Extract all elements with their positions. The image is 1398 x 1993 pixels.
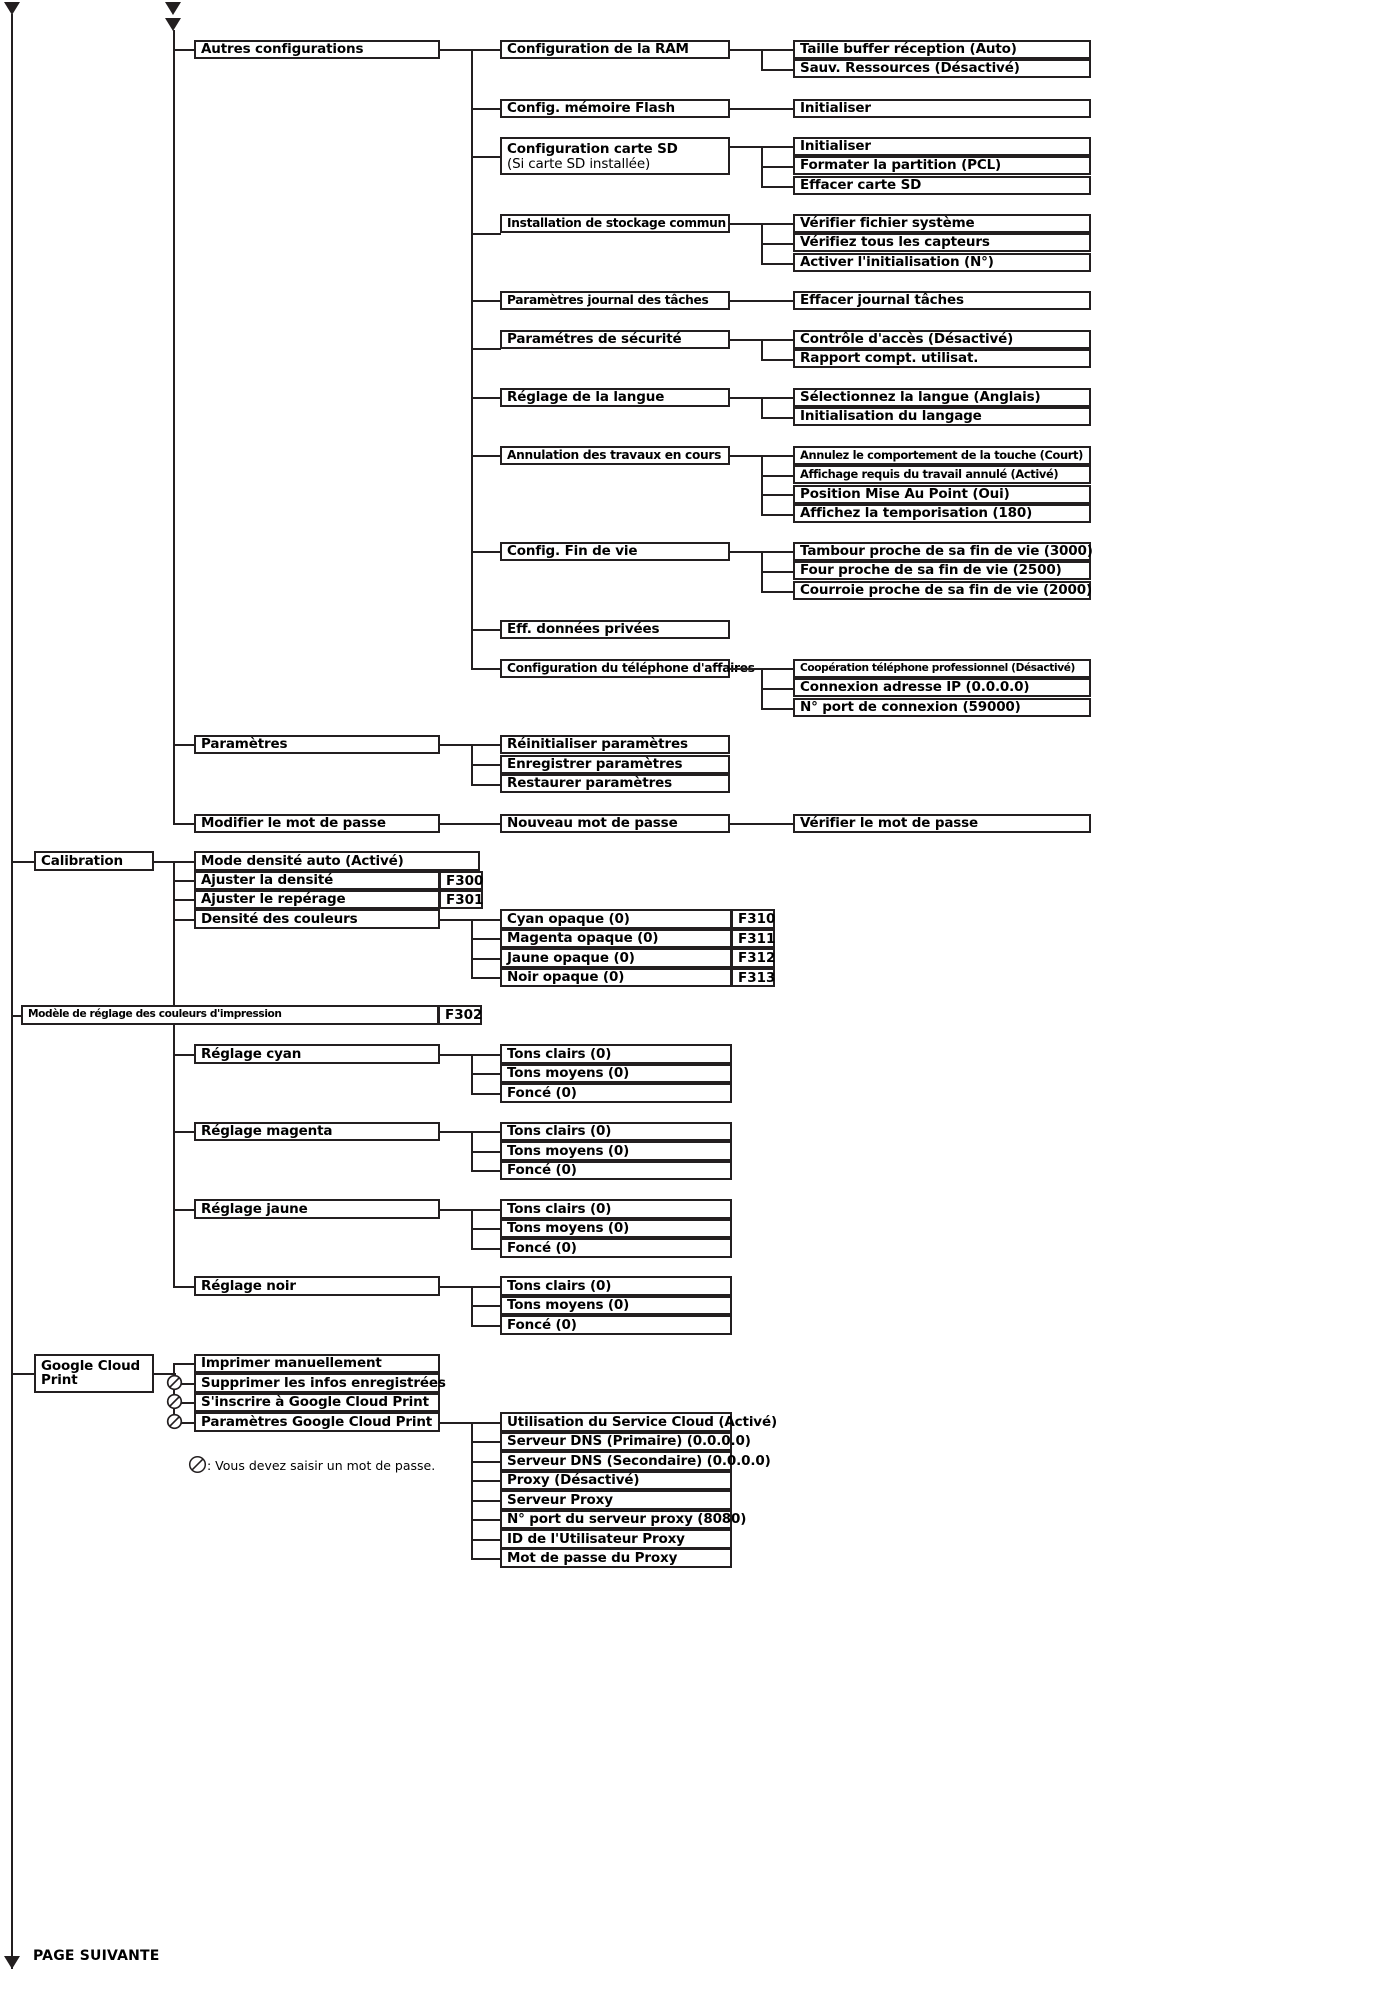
down-arrow-second-spine-upper xyxy=(165,2,181,15)
connector-autres-config-out xyxy=(440,49,472,51)
connector-langue-item-1 xyxy=(761,417,794,419)
node-verifier-le-mot-de-passe[interactable]: Vérifier le mot de passe xyxy=(793,814,1091,833)
code-modele-reglage-couleurs: F302 xyxy=(438,1005,482,1025)
spine-left-main xyxy=(11,14,13,1969)
connector-gcps-item-0 xyxy=(471,1422,501,1424)
node-jaune-tons-clairs[interactable]: Tons clairs (0) xyxy=(500,1199,732,1219)
connector-tel-item-1 xyxy=(761,688,794,690)
node-reglage-jaune[interactable]: Réglage jaune xyxy=(194,1199,440,1219)
node-ajuster-le-reperage[interactable]: Ajuster le repérage xyxy=(194,890,440,909)
node-magenta-tons-moyens[interactable]: Tons moyens (0) xyxy=(500,1141,732,1161)
spine-calibration-children xyxy=(173,861,175,1287)
node-activer-initialisation[interactable]: Activer l'initialisation (N°) xyxy=(793,253,1091,272)
connector-param-item-2 xyxy=(471,784,501,786)
connector-cal-item-3 xyxy=(173,919,195,921)
node-utilisation-du-service-cloud[interactable]: Utilisation du Service Cloud (Activé) xyxy=(500,1412,732,1432)
spine-densite-children xyxy=(471,919,473,978)
connector-journal-out xyxy=(730,300,794,302)
connector-stockage-out xyxy=(730,223,762,225)
connector-flash-out xyxy=(730,108,794,110)
connector-parametres xyxy=(173,744,195,746)
connector-magenta-tone-2 xyxy=(471,1170,501,1172)
connector-noir-tone-2 xyxy=(471,1325,501,1327)
connector-calibration xyxy=(11,861,35,863)
connector-ac-child-9 xyxy=(471,629,501,631)
node-enregistrer-parametres[interactable]: Enregistrer paramètres xyxy=(500,755,730,774)
connector-sd-item-2 xyxy=(761,186,794,188)
node-configuration-telephone-affaires[interactable]: Configuration du téléphone d'affaires xyxy=(500,659,730,678)
node-cyan-tons-clairs[interactable]: Tons clairs (0) xyxy=(500,1044,732,1064)
connector-magenta-out xyxy=(440,1131,472,1133)
code-ajuster-la-densite: F300 xyxy=(439,871,483,890)
node-serveur-dns-primaire[interactable]: Serveur DNS (Primaire) (0.0.0.0) xyxy=(500,1432,732,1451)
carte-sd-note: (Si carte SD installée) xyxy=(507,156,651,173)
lock-slash-icon-3 xyxy=(166,1413,183,1430)
node-tambour-proche-fin-de-vie[interactable]: Tambour proche de sa fin de vie (3000) xyxy=(793,542,1091,561)
node-position-mise-au-point[interactable]: Position Mise Au Point (Oui) xyxy=(793,485,1091,504)
connector-ac-child-0 xyxy=(471,49,501,51)
node-cyan-fonce[interactable]: Foncé (0) xyxy=(500,1083,732,1103)
node-verifier-fichier-systeme[interactable]: Vérifier fichier système xyxy=(793,214,1091,233)
node-mot-de-passe-du-proxy[interactable]: Mot de passe du Proxy xyxy=(500,1548,732,1568)
connector-reglage-cyan xyxy=(173,1054,195,1056)
connector-stockage-item-2 xyxy=(761,263,794,265)
node-modifier-le-mot-de-passe[interactable]: Modifier le mot de passe xyxy=(194,814,440,833)
connector-tel-out xyxy=(730,668,762,670)
spine-col2-autres xyxy=(471,49,473,669)
connector-ac-child-8 xyxy=(471,551,501,553)
node-rapport-compt-utilisat[interactable]: Rapport compt. utilisat. xyxy=(793,349,1091,368)
node-controle-d-acces[interactable]: Contrôle d'accès (Désactivé) xyxy=(793,330,1091,349)
connector-ac-child-7 xyxy=(471,455,501,457)
connector-ac-child-6 xyxy=(471,397,501,399)
node-jaune-tons-moyens[interactable]: Tons moyens (0) xyxy=(500,1219,732,1238)
spine-annul-children xyxy=(761,455,763,514)
connector-tel-item-0 xyxy=(761,668,794,670)
node-eff-donnees-privees[interactable]: Eff. données privées xyxy=(500,620,730,639)
connector-magenta-tone-1 xyxy=(471,1151,501,1153)
connector-jaune-out xyxy=(440,1209,472,1211)
node-restaurer-parametres[interactable]: Restaurer paramètres xyxy=(500,774,730,793)
connector-sd-out xyxy=(730,146,762,148)
legend-password-note: : Vous devez saisir un mot de passe. xyxy=(207,1458,436,1473)
node-connexion-adresse-ip[interactable]: Connexion adresse IP (0.0.0.0) xyxy=(793,678,1091,697)
connector-cyan-out xyxy=(440,1054,472,1056)
connector-ram-item-1 xyxy=(761,69,794,71)
code-noir-opaque: F313 xyxy=(731,968,775,987)
connector-annul-item-0 xyxy=(761,455,794,457)
node-affichage-requis-travail-annule[interactable]: Affichage requis du travail annulé (Activé) xyxy=(793,465,1091,484)
connector-cyan-tone-0 xyxy=(471,1054,501,1056)
connector-gcps-item-4 xyxy=(471,1500,501,1502)
connector-tel-item-2 xyxy=(761,708,794,710)
node-s-inscrire-a-google-cloud-print[interactable]: S'inscrire à Google Cloud Print xyxy=(194,1393,440,1412)
node-cooperation-telephone-professionnel[interactable]: Coopération téléphone professionnel (Désactivé) xyxy=(793,659,1091,678)
lock-slash-icon-2 xyxy=(166,1393,183,1410)
connector-magenta-tone-0 xyxy=(471,1131,501,1133)
connector-reglage-magenta xyxy=(173,1131,195,1133)
connector-dens-item-3 xyxy=(471,977,501,979)
node-n-port-du-serveur-proxy[interactable]: N° port du serveur proxy (8080) xyxy=(500,1510,732,1529)
node-proxy-desactive[interactable]: Proxy (Désactivé) xyxy=(500,1471,732,1490)
node-sauv-ressources[interactable]: Sauv. Ressources (Désactivé) xyxy=(793,59,1091,78)
connector-noir-tone-0 xyxy=(471,1286,501,1288)
node-n-port-de-connexion[interactable]: N° port de connexion (59000) xyxy=(793,698,1091,717)
connector-cal-item-1 xyxy=(173,880,195,882)
node-google-cloud-print[interactable] xyxy=(34,1354,154,1393)
connector-gcps-item-3 xyxy=(471,1480,501,1482)
connector-gcps-item-2 xyxy=(471,1461,501,1463)
code-jaune-opaque: F312 xyxy=(731,948,775,968)
node-sd-initialiser[interactable]: Initialiser xyxy=(793,137,1091,156)
node-parametres-google-cloud-print[interactable]: Paramètres Google Cloud Print xyxy=(194,1412,440,1432)
node-reglage-de-la-langue[interactable]: Réglage de la langue xyxy=(500,388,730,407)
connector-annul-item-3 xyxy=(761,514,794,516)
connector-gcps-item-1 xyxy=(471,1441,501,1443)
connector-cyan-tone-2 xyxy=(471,1093,501,1095)
connector-ac-child-2 xyxy=(471,156,501,158)
node-jaune-fonce[interactable]: Foncé (0) xyxy=(500,1238,732,1258)
node-four-proche-fin-de-vie[interactable]: Four proche de sa fin de vie (2500) xyxy=(793,561,1091,580)
node-installation-stockage-commun[interactable]: Installation de stockage commun xyxy=(500,214,730,233)
connector-cyan-tone-1 xyxy=(471,1073,501,1075)
connector-gcp-settings-out xyxy=(440,1422,472,1424)
connector-finvie-item-2 xyxy=(761,591,794,593)
connector-google-cloud-print xyxy=(11,1373,35,1375)
connector-ac-child-5 xyxy=(471,348,501,350)
connector-noir-out xyxy=(440,1286,472,1288)
gcp-label-line2: Print xyxy=(41,1372,78,1389)
node-reglage-magenta[interactable]: Réglage magenta xyxy=(194,1122,440,1141)
node-noir-tons-moyens[interactable]: Tons moyens (0) xyxy=(500,1296,732,1315)
connector-finvie-item-1 xyxy=(761,571,794,573)
node-annulez-comportement-touche[interactable]: Annulez le comportement de la touche (Court) xyxy=(793,446,1091,465)
connector-finvie-out xyxy=(730,551,762,553)
down-arrow-page-suivante xyxy=(4,1956,20,1969)
node-autres-configurations[interactable]: Autres configurations xyxy=(194,40,440,59)
connector-gcps-item-5 xyxy=(471,1519,501,1521)
connector-param-item-1 xyxy=(471,764,501,766)
node-cyan-opaque[interactable]: Cyan opaque (0) xyxy=(500,909,732,929)
connector-securite-out xyxy=(730,339,762,341)
node-imprimer-manuellement[interactable]: Imprimer manuellement xyxy=(194,1354,440,1373)
connector-ram-item-0 xyxy=(761,49,794,51)
connector-dens-item-0 xyxy=(471,919,501,921)
node-magenta-fonce[interactable]: Foncé (0) xyxy=(500,1161,732,1180)
node-noir-tons-clairs[interactable]: Tons clairs (0) xyxy=(500,1276,732,1296)
connector-jaune-tone-0 xyxy=(471,1209,501,1211)
node-initialisation-du-langage[interactable]: Initialisation du langage xyxy=(793,407,1091,426)
node-id-de-l-utilisateur-proxy[interactable]: ID de l'Utilisateur Proxy xyxy=(500,1529,732,1549)
node-jaune-opaque[interactable]: Jaune opaque (0) xyxy=(500,948,732,968)
connector-annul-item-1 xyxy=(761,475,794,477)
node-parametres[interactable]: Paramètres xyxy=(194,735,440,754)
lock-slash-icon-legend xyxy=(188,1455,207,1474)
node-serveur-dns-secondaire[interactable]: Serveur DNS (Secondaire) (0.0.0.0) xyxy=(500,1451,732,1471)
node-magenta-tons-clairs[interactable]: Tons clairs (0) xyxy=(500,1122,732,1141)
connector-securite-item-1 xyxy=(761,359,794,361)
gcp-label-line1: Google Cloud xyxy=(41,1358,141,1374)
connector-cal-item-2 xyxy=(173,899,195,901)
node-affichez-la-temporisation[interactable]: Affichez la temporisation (180) xyxy=(793,504,1091,523)
connector-reglage-noir xyxy=(173,1286,195,1288)
code-cyan-opaque: F310 xyxy=(731,909,775,929)
connector-densite-out xyxy=(440,919,472,921)
node-effacer-carte-sd[interactable]: Effacer carte SD xyxy=(793,176,1091,195)
node-parametres-journal-taches[interactable]: Paramètres journal des tâches xyxy=(500,291,730,310)
page-suivante-label: PAGE SUIVANTE xyxy=(33,1948,160,1964)
connector-mdp-out xyxy=(440,823,501,825)
node-reinitialiser-parametres[interactable]: Réinitialiser paramètres xyxy=(500,735,730,754)
connector-autres-config xyxy=(173,49,195,51)
node-verifiez-tous-les-capteurs[interactable]: Vérifiez tous les capteurs xyxy=(793,233,1091,252)
node-annulation-travaux-en-cours[interactable]: Annulation des travaux en cours xyxy=(500,446,730,465)
spine-langue-children xyxy=(761,397,763,417)
node-reglage-noir[interactable]: Réglage noir xyxy=(194,1276,440,1296)
connector-stockage-item-0 xyxy=(761,223,794,225)
node-reglage-cyan[interactable]: Réglage cyan xyxy=(194,1044,440,1064)
code-magenta-opaque: F311 xyxy=(731,929,775,948)
connector-jaune-tone-2 xyxy=(471,1248,501,1250)
connector-stockage-item-1 xyxy=(761,243,794,245)
connector-noir-tone-1 xyxy=(471,1305,501,1307)
connector-sd-item-1 xyxy=(761,166,794,168)
node-densite-des-couleurs[interactable]: Densité des couleurs xyxy=(194,909,440,929)
lock-slash-icon-1 xyxy=(166,1374,183,1391)
connector-ac-child-10 xyxy=(471,668,501,670)
node-nouveau-mot-de-passe[interactable]: Nouveau mot de passe xyxy=(500,814,730,833)
node-taille-buffer-reception[interactable]: Taille buffer réception (Auto) xyxy=(793,40,1091,59)
node-parametres-de-securite[interactable]: Paramétres de sécurité xyxy=(500,330,730,349)
node-configuration-carte-sd[interactable] xyxy=(500,137,730,175)
connector-nouveau-mdp-out xyxy=(730,823,794,825)
node-config-fin-de-vie[interactable]: Config. Fin de vie xyxy=(500,542,730,561)
node-ajuster-la-densite[interactable]: Ajuster la densité xyxy=(194,871,440,890)
node-selectionnez-la-langue[interactable]: Sélectionnez la langue (Anglais) xyxy=(793,388,1091,407)
connector-gcps-item-6 xyxy=(471,1539,501,1541)
node-mode-densite-auto[interactable]: Mode densité auto (Activé) xyxy=(194,851,480,871)
connector-dens-item-1 xyxy=(471,938,501,940)
connector-sd-item-0 xyxy=(761,146,794,148)
node-effacer-journal-taches[interactable]: Effacer journal tâches xyxy=(793,291,1091,310)
connector-jaune-tone-1 xyxy=(471,1228,501,1230)
node-config-memoire-flash[interactable]: Config. mémoire Flash xyxy=(500,99,730,118)
connector-dens-item-2 xyxy=(471,958,501,960)
connector-cal-item-0 xyxy=(173,861,195,863)
connector-ram-out xyxy=(730,49,762,51)
connector-parametres-out xyxy=(440,744,472,746)
node-supprimer-infos-enregistrees[interactable]: Supprimer les infos enregistrées xyxy=(194,1373,440,1393)
connector-securite-item-0 xyxy=(761,339,794,341)
connector-langue-item-0 xyxy=(761,397,794,399)
connector-param-item-0 xyxy=(471,744,501,746)
connector-gcp-item-0 xyxy=(173,1363,195,1365)
spine-ram-children xyxy=(761,49,763,70)
node-cyan-tons-moyens[interactable]: Tons moyens (0) xyxy=(500,1064,732,1083)
spine-col1 xyxy=(173,30,175,824)
node-courroie-proche-fin-de-vie[interactable]: Courroie proche de sa fin de vie (2000) xyxy=(793,581,1091,600)
node-modele-reglage-couleurs-impression[interactable]: Modèle de réglage des couleurs d'impression xyxy=(21,1005,439,1025)
code-ajuster-le-reperage: F301 xyxy=(439,890,483,909)
connector-langue-out xyxy=(730,397,762,399)
connector-annul-out xyxy=(730,455,762,457)
node-formater-la-partition[interactable]: Formater la partition (PCL) xyxy=(793,156,1091,175)
connector-finvie-item-0 xyxy=(761,551,794,553)
connector-gcps-item-7 xyxy=(471,1558,501,1560)
node-configuration-de-la-ram[interactable]: Configuration de la RAM xyxy=(500,40,730,59)
spine-securite-children xyxy=(761,339,763,359)
connector-modifier-mdp xyxy=(173,823,195,825)
carte-sd-label: Configuration carte SD xyxy=(507,141,678,157)
connector-ac-child-1 xyxy=(471,108,501,110)
node-magenta-opaque[interactable]: Magenta opaque (0) xyxy=(500,929,732,948)
connector-annul-item-2 xyxy=(761,494,794,496)
node-noir-fonce[interactable]: Foncé (0) xyxy=(500,1315,732,1335)
connector-ac-child-4 xyxy=(471,300,501,302)
connector-ac-child-3 xyxy=(471,233,501,235)
node-calibration[interactable]: Calibration xyxy=(34,851,154,871)
node-noir-opaque[interactable]: Noir opaque (0) xyxy=(500,968,732,987)
node-serveur-proxy[interactable]: Serveur Proxy xyxy=(500,1490,732,1510)
connector-reglage-jaune xyxy=(173,1209,195,1211)
node-flash-initialiser[interactable]: Initialiser xyxy=(793,99,1091,118)
